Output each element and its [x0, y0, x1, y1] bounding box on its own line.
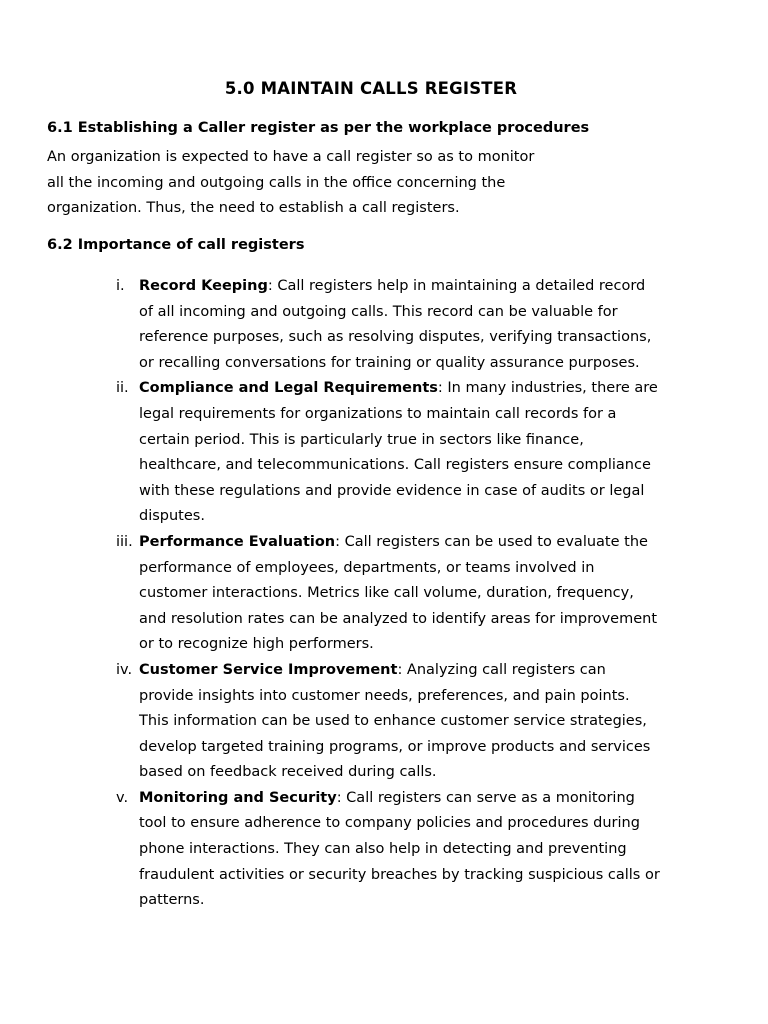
list-item-term: Record Keeping: [139, 278, 268, 294]
list-marker: i.: [116, 278, 125, 294]
list-item-line: and resolution rates can be analyzed to identify areas for improvement: [139, 610, 658, 627]
list-item-line: with these regulations and provide evidence in case of audits or legal: [139, 482, 645, 499]
list-item-first-line: [139, 786, 709, 812]
list-item-compliance: [0, 376, 709, 530]
list-item-monitoring-security: [0, 786, 709, 914]
intro-line: An organization is expected to have a call register so as to monitor: [47, 149, 535, 165]
list-item-record-keeping: [0, 274, 709, 376]
list-item-performance: [0, 530, 709, 658]
list-item-first-line: [139, 274, 709, 300]
list-marker: v.: [116, 789, 129, 806]
list-item-line: or recalling conversations for training or quality assurance purposes.: [139, 354, 640, 371]
list-item-first-line: [139, 530, 709, 556]
list-marker: iv.: [116, 661, 133, 678]
list-item-line: patterns.: [139, 892, 205, 909]
list-item-line: develop targeted training programs, or improve products and services: [139, 738, 651, 755]
list-item-line: phone interactions. They can also help in detecting and preventing: [139, 841, 627, 858]
list-item-line: based on feedback received during calls.: [139, 764, 437, 781]
list-item-line: performance of employees, departments, or teams involved in: [139, 559, 595, 576]
intro-paragraph: [47, 145, 607, 222]
list-item-first-line: [139, 376, 709, 402]
list-item-line: or to recognize high performers.: [139, 636, 374, 653]
list-item-line: legal requirements for organizations to maintain call records for a: [139, 405, 617, 422]
list-item-term: Performance Evaluation: [139, 533, 336, 550]
list-item-term: Monitoring and Security: [139, 789, 337, 806]
list-item-line: customer interactions. Metrics like call volume, duration, frequency,: [139, 585, 634, 602]
list-item-line: reference purposes, such as resolving disputes, verifying transactions,: [139, 329, 652, 346]
list-item-first-text: : In many industries, there are: [437, 380, 658, 397]
list-item-term: Customer Service Improvement: [139, 661, 398, 678]
intro-line: all the incoming and outgoing calls in the office concerning the: [47, 174, 506, 191]
list-item-line: certain period. This is particularly true in sectors like finance,: [139, 431, 584, 448]
list-item-line: provide insights into customer needs, preferences, and pain points.: [139, 687, 630, 704]
list-item-term: Compliance and Legal Requirements: [139, 380, 438, 397]
list-item-line: fraudulent activities or security breaches by tracking suspicious calls or: [139, 866, 660, 883]
list-item-line: disputes.: [139, 508, 205, 525]
list-item-first-text: : Analyzing call registers can: [397, 661, 606, 678]
list-item-first-text: : Call registers help in maintaining a detailed record: [267, 278, 646, 294]
list-item-first-line: [139, 658, 709, 684]
list-item-line: This information can be used to enhance customer service strategies,: [139, 713, 647, 730]
list-marker: iii.: [116, 533, 133, 550]
list-item-customer-service: [0, 658, 709, 786]
intro-line: organization. Thus, the need to establish a call registers.: [47, 200, 460, 217]
list-item-line: of all incoming and outgoing calls. This record can be valuable for: [139, 303, 618, 320]
list-item-first-text: : Call registers can be used to evaluate the: [335, 533, 648, 550]
document-title: 5.0 MAINTAIN CALLS REGISTER: [224, 79, 518, 98]
section-heading-importance: 6.2 Importance of call registers: [47, 237, 305, 253]
list-item-first-text: : Call registers can serve as a monitoring: [336, 789, 635, 806]
list-marker: ii.: [116, 380, 129, 397]
list-item-line: tool to ensure adherence to company policies and procedures during: [139, 815, 640, 832]
list-item-line: healthcare, and telecommunications. Call registers ensure compliance: [139, 457, 651, 474]
section-heading-establishing-register: 6.1 Establishing a Caller register as per the workplace procedures: [47, 120, 590, 136]
importance-list: [0, 274, 768, 914]
